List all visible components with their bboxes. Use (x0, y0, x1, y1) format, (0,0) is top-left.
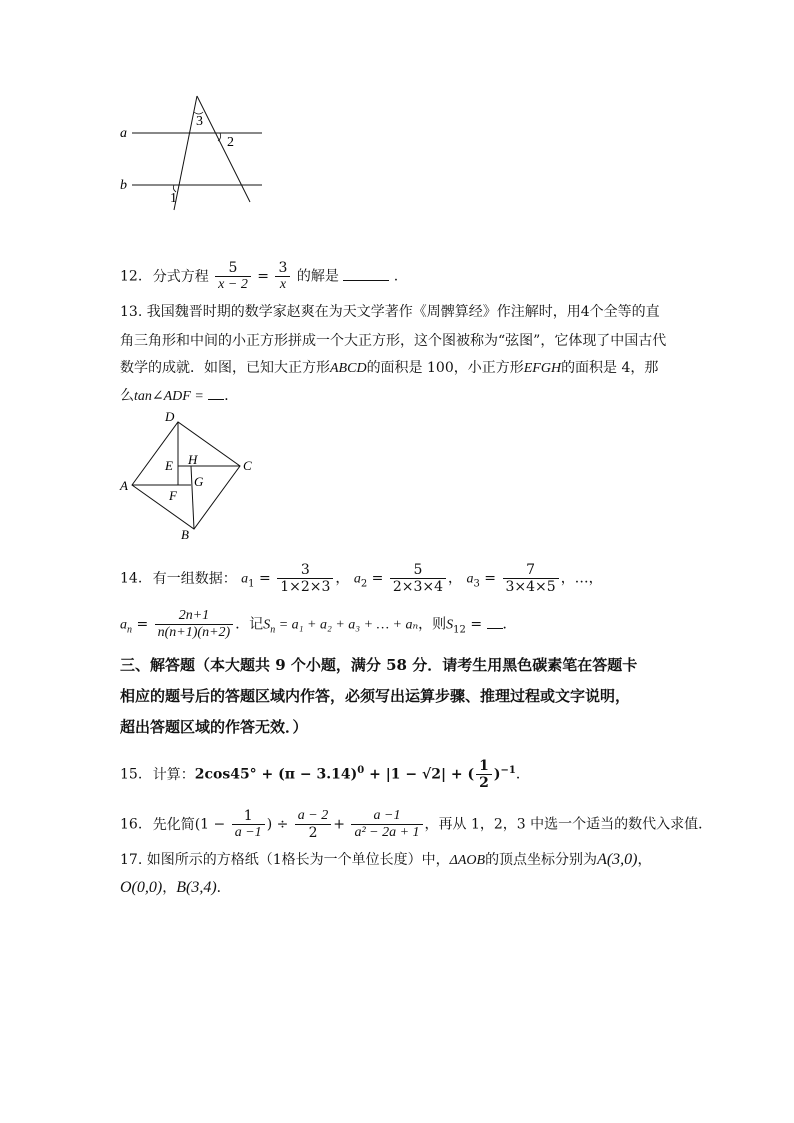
q12-suffix: 的解是 (296, 268, 339, 285)
q17-line1-e: ， (637, 852, 652, 868)
q13-answer-blank[interactable] (208, 399, 224, 400)
q15-exponent-neg1: −1 (500, 764, 516, 776)
q17-point-b: B(3,4) (176, 879, 217, 896)
q14-a2-sub: 2 (360, 578, 368, 590)
q15-exponent-0: 0 (357, 764, 365, 776)
q16-f3-denominator: a² − 2a + 1 (354, 825, 420, 840)
q13-end: ． (224, 388, 239, 404)
q13-square-abcd: ABCD (330, 361, 367, 376)
question-12 (120, 260, 398, 293)
q16-f2-denominator: 2 (308, 825, 318, 841)
q14-prefix: 有一组数据： (152, 570, 237, 587)
q14-a2-fraction (390, 562, 446, 595)
q14-s12-sub: 12 (453, 624, 466, 636)
q15-end: ． (515, 766, 530, 783)
q14-sum-rhs: = a₁ + a₂ + a₃ + … + aₙ (275, 617, 419, 633)
label-angle-3: 3 (196, 114, 203, 129)
q14-a3-denominator: 3×4×5 (505, 579, 556, 595)
section-3-line-1: 三、解答题（本大题共 9 个小题，满分 58 分．请考生用黑色碳素笔在答题卡 (120, 656, 638, 674)
question-14-line-1: 14. 有一组数据： $a_1$ = $\frac{3}{1\times 2\times 3}$ ， $a_2$ = $\frac{5}{2\times 3\times 4}$ ， $a_3$ = $\frac{7}{3\times 4\times 5}$ ，…， (120, 562, 603, 595)
q14-s12-symbol: S (446, 617, 454, 633)
label-e: E (165, 458, 173, 473)
transversal-right (197, 96, 250, 202)
q15-expr-3: ) (493, 766, 501, 783)
label-h: H (188, 452, 198, 467)
q17-line2-b: ， (162, 880, 177, 896)
q17-line1-c: 的顶点坐标分别为 (485, 852, 598, 868)
question-13-line-2: 角三角形和中间的小正方形拼成一个大正方形，这个图被称为“弦图”，它体现了中国古代 (120, 333, 667, 349)
q12-equals: = (257, 268, 270, 285)
q13-square-efgh: EFGH (523, 361, 562, 376)
q16-number: 16. (120, 816, 143, 833)
label-b: B (181, 527, 189, 542)
q14-an-denominator: n(n+1)(n+2) (157, 625, 231, 640)
q17-point-o: O(0,0) (120, 879, 163, 896)
label-line-b: b (120, 178, 127, 193)
question-17-line-1 (120, 850, 652, 871)
q16-fraction-1 (232, 808, 265, 841)
q16-f1-denominator: a −1 (234, 825, 262, 840)
transversal-left (174, 96, 197, 210)
q14-a2-denominator: 2×3×4 (392, 579, 444, 595)
q14-note: ．记 (235, 616, 264, 633)
q12-answer-blank[interactable] (343, 280, 389, 281)
q13-tan-expression: tan∠ADF = (134, 389, 204, 404)
q16-fraction-2 (295, 808, 331, 841)
q14-sum-sub: n (270, 624, 276, 636)
label-angle-2: 2 (227, 135, 234, 150)
question-13-line-3 (120, 358, 658, 379)
q15-half-numerator: 1 (476, 758, 492, 775)
q14-number: 14. (120, 570, 143, 587)
question-15 (120, 758, 530, 791)
q16-f3-numerator: a −1 (351, 808, 422, 825)
label-g: G (194, 474, 204, 489)
q15-expr-2: + |1 − √2| + ( (364, 766, 475, 783)
question-14-line-2: $a_n$ = $\frac{2n+1}{n(n+1)(n+2)}$ ．记$S_n = a_1 + a_2 + a_3$ + … + aₙ，则$S_{12}$ = ． (120, 608, 517, 640)
section-3-line-2: 相应的题号后的答题区域内作答，必须写出运算步骤、推理过程或文字说明， (120, 687, 631, 705)
question-13-line-1: 13. 我国魏晋时期的数学家赵爽在为天文学著作《周髀算经》作注解时，用4个全等的直 (120, 304, 660, 320)
q12-f2-numerator: 3 (275, 260, 290, 277)
question-13-line-4 (120, 386, 238, 407)
q15-number: 15. (120, 766, 143, 783)
q14-a3-sub: 3 (473, 578, 480, 590)
q14-a1-numerator: 3 (277, 562, 333, 579)
q14-a3-numerator: 7 (503, 562, 559, 579)
q13-line3-c: 的面积是 100，小正方形 (366, 360, 524, 376)
q15-half-denominator: 2 (479, 775, 489, 791)
q14-an-fraction (155, 608, 234, 641)
label-a: A (120, 478, 128, 493)
q14-end: ． (502, 616, 517, 633)
q16-paren-open: (1 − (194, 816, 226, 833)
q14-an-sub: n (127, 624, 132, 636)
q12-fraction-2 (275, 260, 290, 293)
q16-prefix: 先化简 (152, 816, 195, 833)
section-3-line-3: 超出答题区域的作答无效．） (120, 718, 308, 736)
q14-a2-numerator: 5 (390, 562, 446, 579)
label-f: F (169, 488, 177, 503)
q16-f1-numerator: 1 (232, 808, 265, 825)
q12-f2-denominator: x (279, 277, 287, 292)
q14-a3: a (466, 571, 474, 587)
q14-sum-symbol: S (263, 617, 271, 633)
q16-f2-numerator: a − 2 (295, 808, 331, 825)
label-line-a: a (120, 126, 127, 141)
q15-prefix: 计算： (152, 766, 195, 783)
question-17-line-2 (120, 878, 231, 898)
q14-a1-sub: 1 (248, 578, 255, 590)
q15-half-fraction (476, 758, 492, 791)
q13-line3-e: 的面积是 4，那 (561, 360, 659, 376)
q14-an: a (120, 617, 127, 633)
q15-expr-1: 2cos45° + (π − 3.14) (194, 766, 358, 783)
label-angle-1: 1 (170, 191, 177, 206)
zhao-shuang-figure (115, 408, 265, 543)
q13-line3-a: 数学的成就．如图，已知大正方形 (120, 360, 330, 376)
square-abcd (132, 422, 240, 529)
q14-a3-fraction (503, 562, 559, 595)
q12-prefix: 分式方程 (152, 268, 209, 285)
q16-plus: + (333, 816, 345, 833)
q16-suffix: ，再从 1，2，3 中选一个适当的数代入求值． (424, 816, 713, 833)
q16-fraction-3 (351, 808, 422, 841)
q14-then: ，则 (418, 616, 447, 633)
q14-a1-fraction (277, 562, 333, 595)
label-c: C (243, 458, 252, 473)
q12-f1-denominator: x − 2 (218, 277, 248, 292)
q17-line1-a: 17. 如图所示的方格纸（1格长为一个单位长度）中， (120, 852, 450, 868)
parallel-lines-figure (110, 90, 280, 220)
q14-a1-denominator: 1×2×3 (280, 579, 331, 595)
q12-f1-numerator: 5 (215, 260, 251, 277)
q14-a1: a (241, 571, 249, 587)
q17-triangle: ΔAOB (449, 853, 486, 868)
q13-line4-a: 么 (120, 388, 134, 404)
q12-end: . (393, 268, 399, 285)
q14-an-numerator: 2n+1 (155, 608, 234, 625)
q12-number: 12. (120, 268, 143, 285)
q14-a2: a (353, 571, 361, 587)
label-d: D (165, 409, 175, 424)
q17-line2-d: ． (216, 880, 231, 896)
q14-ellipsis: ，…， (560, 570, 603, 587)
q17-point-a: A(3,0) (597, 851, 638, 868)
q14-answer-blank[interactable] (487, 628, 503, 629)
question-16 (120, 808, 712, 841)
q12-fraction-1 (215, 260, 251, 293)
q16-divide: ) ÷ (266, 816, 289, 833)
q14-s12-eq: = (465, 616, 483, 633)
